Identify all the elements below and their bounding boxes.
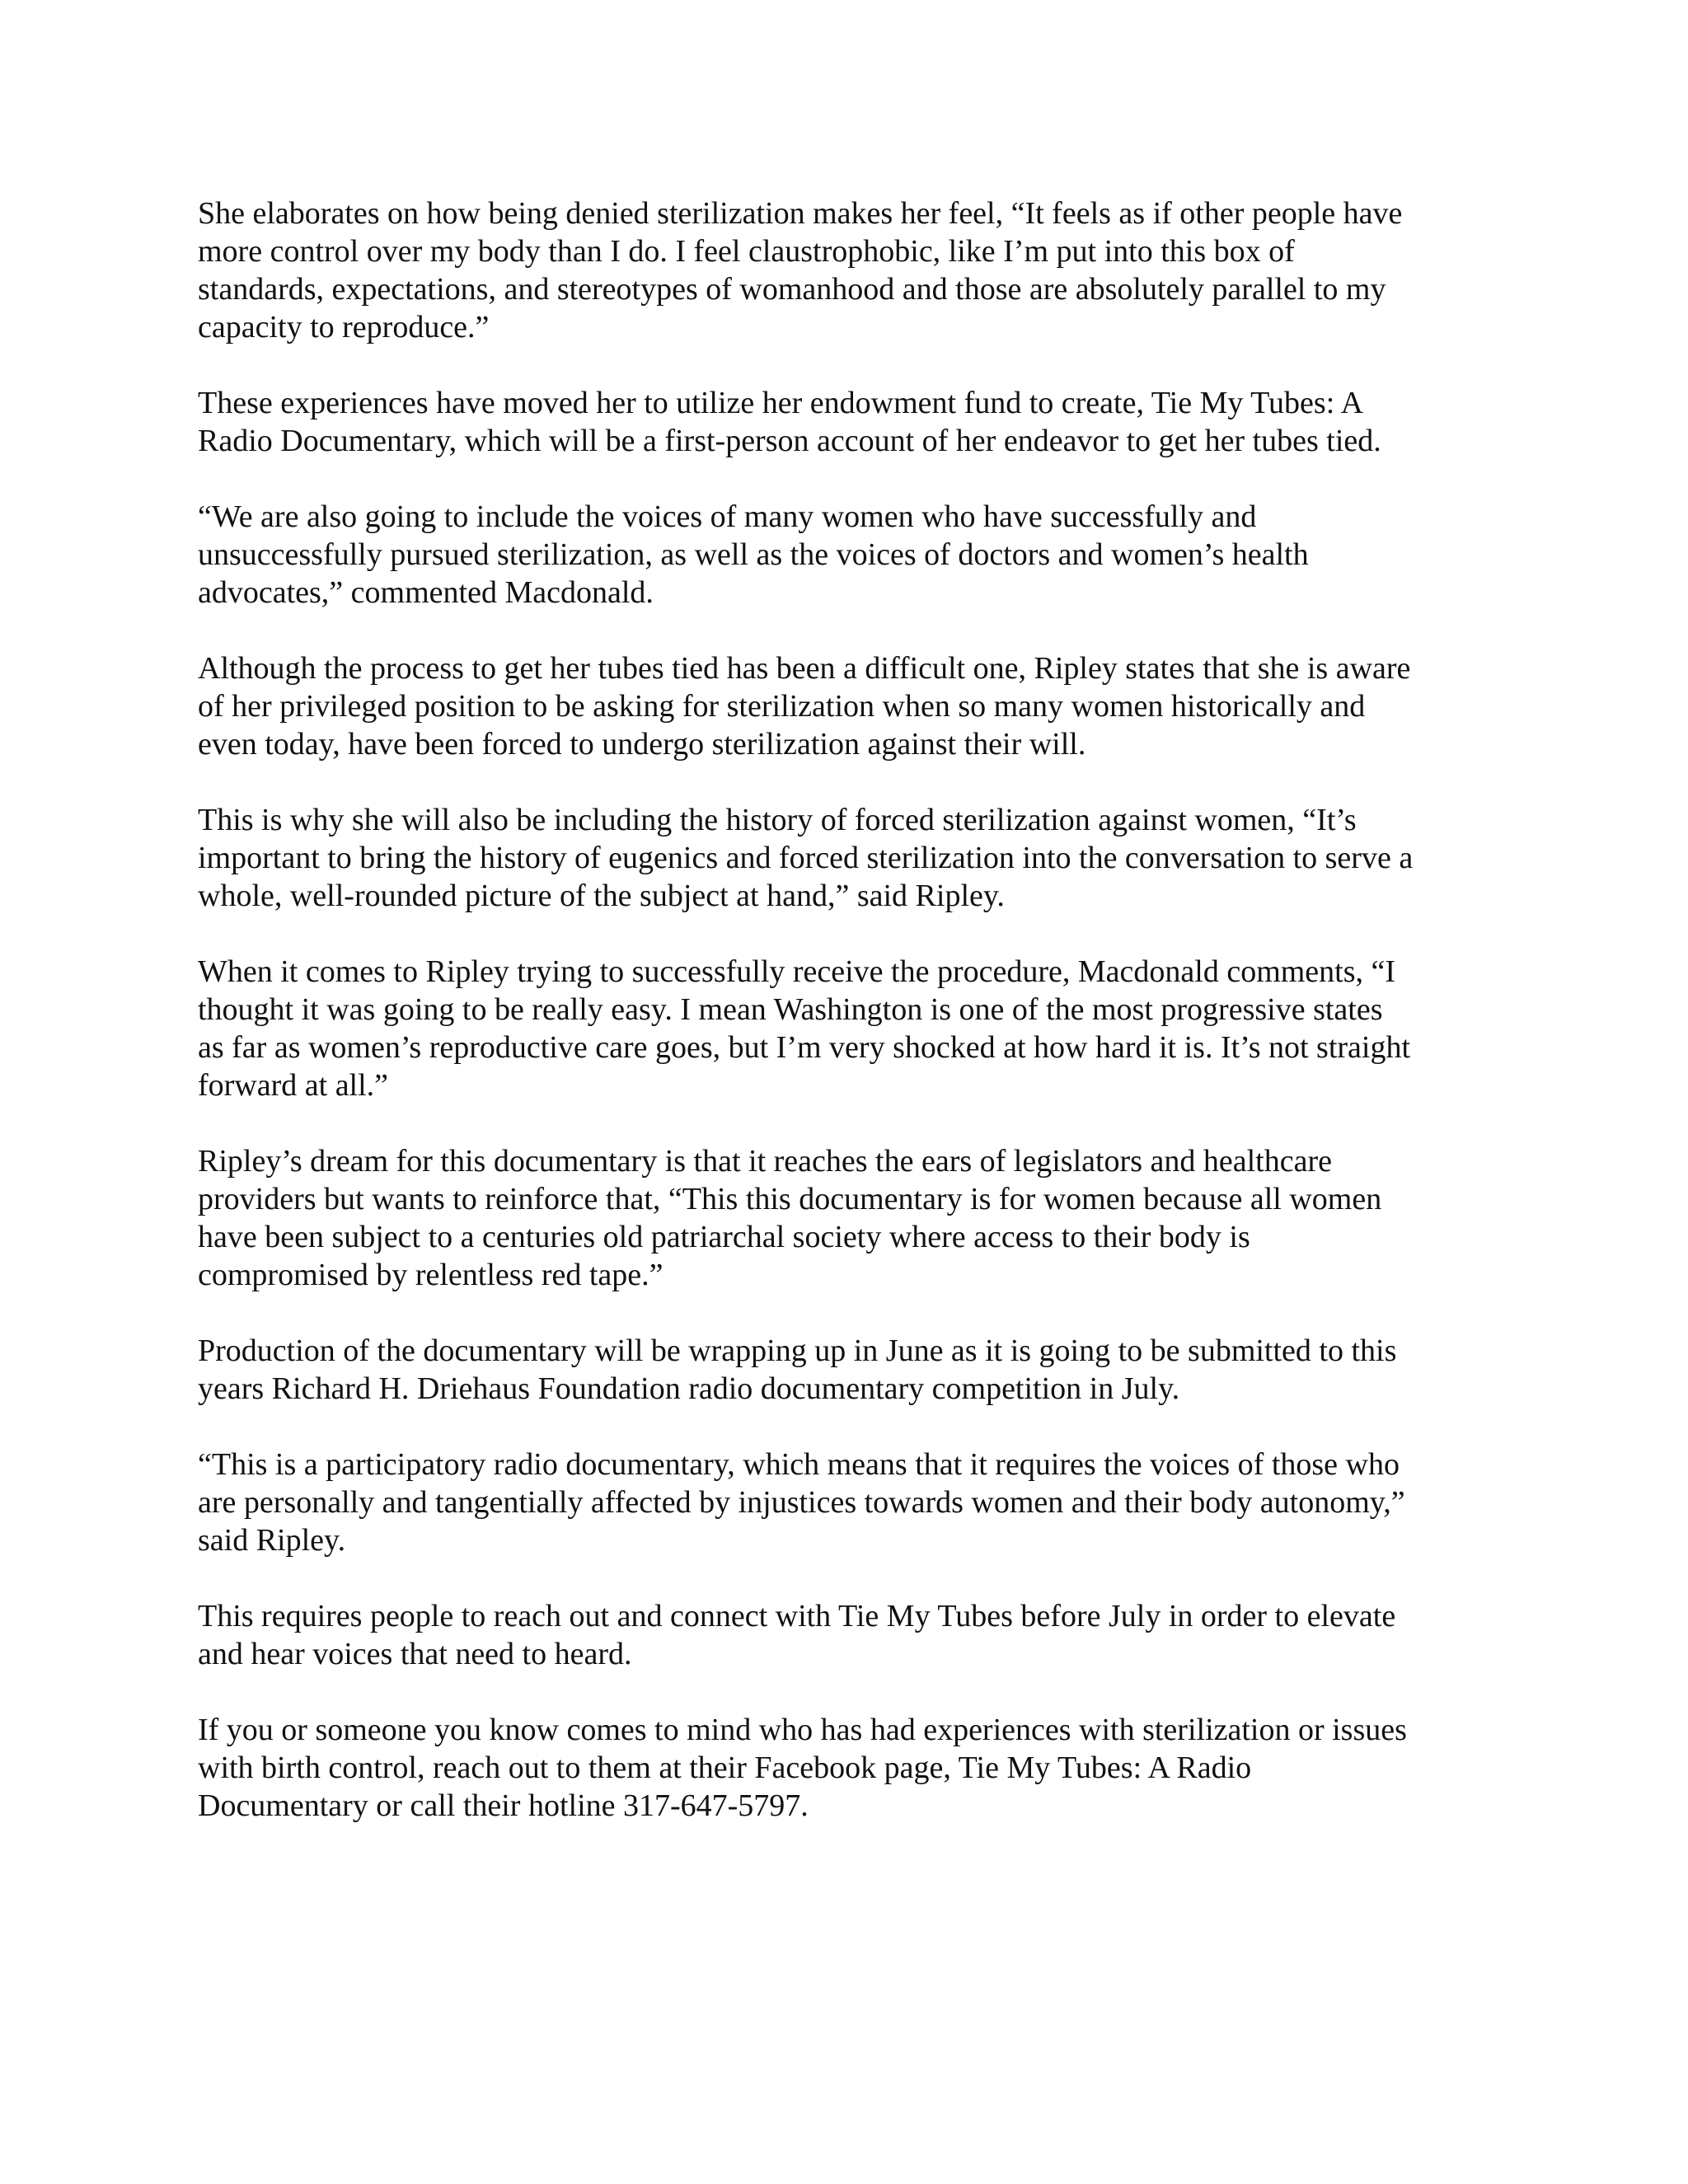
- article-body: [198, 194, 1484, 1863]
- paragraph-line: This requires people to reach out and connect with Tie My Tubes before July in order to elevate: [198, 1599, 1396, 1633]
- paragraph-line: are personally and tangentially affected by injustices towards women and their body autonomy,”: [198, 1485, 1405, 1520]
- paragraph-line: compromised by relentless red tape.”: [198, 1258, 663, 1292]
- paragraph-line: This is why she will also be including the history of forced sterilization against women, “It’s: [198, 803, 1357, 837]
- paragraph-line: She elaborates on how being denied sterilization makes her feel, “It feels as if other people have: [198, 196, 1403, 231]
- paragraph-line: important to bring the history of eugenics and forced sterilization into the conversation to serve a: [198, 841, 1414, 875]
- paragraph-9: [198, 1446, 1484, 1559]
- paragraph-line: Documentary or call their hotline 317-647-5797.: [198, 1788, 809, 1823]
- paragraph-line: and hear voices that need to heard.: [198, 1637, 632, 1671]
- paragraph-line: Ripley’s dream for this documentary is that it reaches the ears of legislators and healthcare: [198, 1144, 1332, 1179]
- paragraph-2: [198, 384, 1484, 460]
- paragraph-line: advocates,” commented Macdonald.: [198, 575, 654, 610]
- paragraph-line: forward at all.”: [198, 1068, 389, 1103]
- paragraph-line: whole, well-rounded picture of the subject at hand,” said Ripley.: [198, 879, 1005, 913]
- paragraph-line: with birth control, reach out to them at their Facebook page, Tie My Tubes: A Radio: [198, 1750, 1252, 1785]
- paragraph-line: capacity to reproduce.”: [198, 310, 490, 344]
- paragraph-line: “This is a participatory radio documentary, which means that it requires the voices of those who: [198, 1447, 1400, 1482]
- paragraph-line: even today, have been forced to undergo sterilization against their will.: [198, 727, 1086, 762]
- paragraph-7: [198, 1142, 1484, 1294]
- paragraph-line: Although the process to get her tubes tied has been a difficult one, Ripley states that she is aware: [198, 651, 1411, 686]
- paragraph-11: [198, 1711, 1484, 1825]
- paragraph-line: years Richard H. Driehaus Foundation radio documentary competition in July.: [198, 1371, 1180, 1406]
- paragraph-3: [198, 498, 1484, 612]
- paragraph-line: of her privileged position to be asking for sterilization when so many women historically and: [198, 689, 1366, 724]
- paragraph-line: unsuccessfully pursued sterilization, as well as the voices of doctors and women’s health: [198, 537, 1309, 572]
- paragraph-line: “We are also going to include the voices of many women who have successfully and: [198, 499, 1257, 534]
- paragraph-6: [198, 953, 1484, 1104]
- paragraph-4: [198, 649, 1484, 763]
- paragraph-line: Production of the documentary will be wrapping up in June as it is going to be submitted to this: [198, 1333, 1397, 1368]
- paragraph-line: If you or someone you know comes to mind who has had experiences with sterilization or issues: [198, 1713, 1407, 1747]
- paragraph-line: as far as women’s reproductive care goes, but I’m very shocked at how hard it is. It’s not straight: [198, 1030, 1411, 1065]
- paragraph-8: [198, 1332, 1484, 1408]
- paragraph-line: more control over my body than I do. I feel claustrophobic, like I’m put into this box of: [198, 234, 1295, 269]
- paragraph-5: [198, 801, 1484, 915]
- paragraph-line: Radio Documentary, which will be a first-person account of her endeavor to get her tubes tied.: [198, 424, 1381, 458]
- paragraph-line: standards, expectations, and stereotypes of womanhood and those are absolutely parallel to my: [198, 272, 1386, 307]
- paragraph-line: have been subject to a centuries old patriarchal society where access to their body is: [198, 1220, 1250, 1254]
- paragraph-10: [198, 1597, 1484, 1673]
- paragraph-line: thought it was going to be really easy. I mean Washington is one of the most progressive states: [198, 992, 1383, 1027]
- paragraph-line: said Ripley.: [198, 1523, 346, 1558]
- paragraph-1: [198, 194, 1484, 346]
- paragraph-line: When it comes to Ripley trying to successfully receive the procedure, Macdonald comments, “I: [198, 954, 1396, 989]
- paragraph-line: providers but wants to reinforce that, “This this documentary is for women because all women: [198, 1182, 1382, 1216]
- paragraph-line: These experiences have moved her to utilize her endowment fund to create, Tie My Tubes: A: [198, 386, 1364, 420]
